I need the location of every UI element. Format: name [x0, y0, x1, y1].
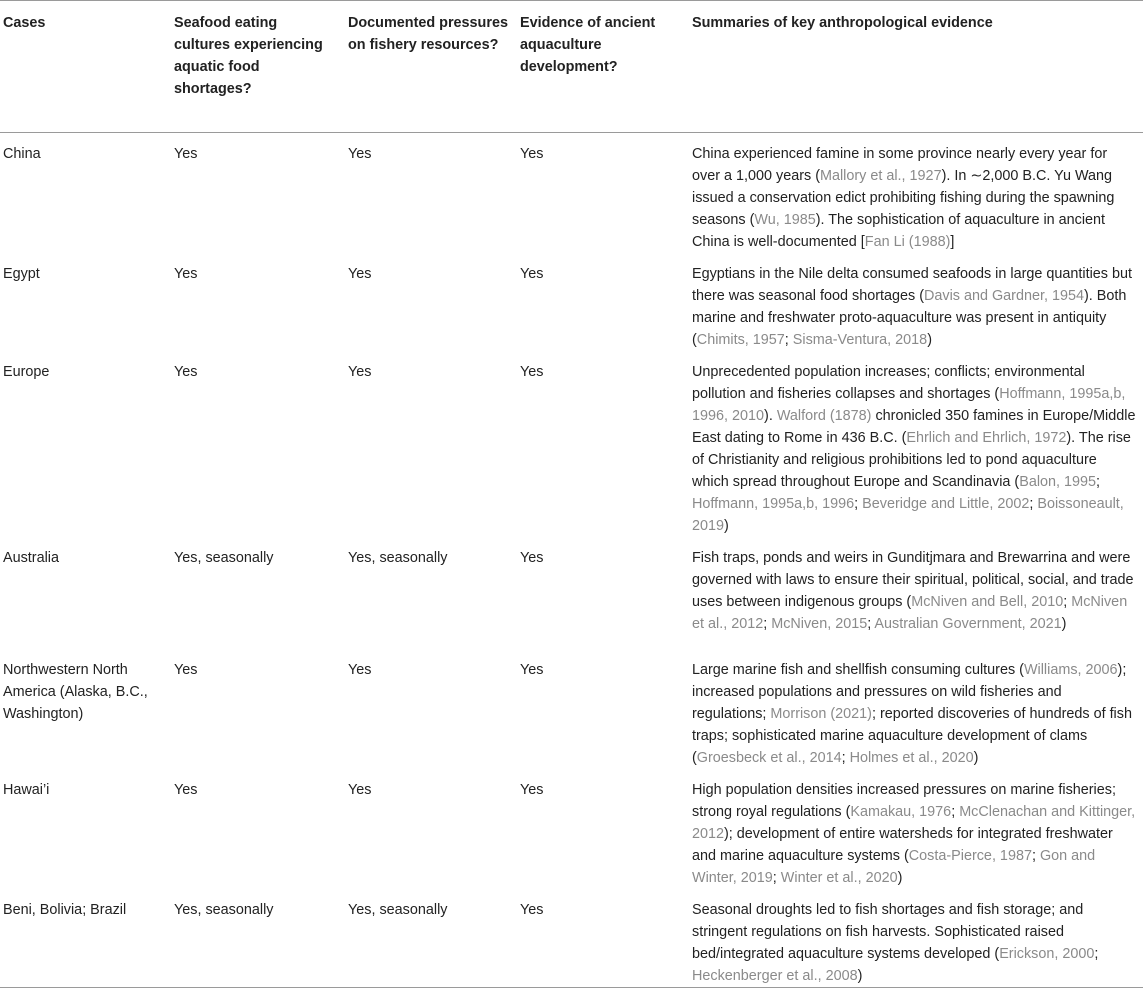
citation-link[interactable]: Holmes et al., 2020 [849, 750, 974, 766]
aquaculture-cell: Yes [520, 364, 544, 380]
citation-link[interactable]: Groesbeck et al., 2014 [696, 750, 842, 766]
summary-text: ; [1094, 946, 1099, 962]
pressures-cell: Yes, seasonally [348, 550, 448, 566]
summary-text: ; [951, 804, 960, 820]
summary-text: ) [973, 750, 979, 766]
summary-cell [686, 253, 1143, 351]
summary-text: ). The sophistication of aquaculture in ancient China is well-documented [ [692, 212, 1106, 250]
citation-link[interactable]: Heckenberger et al., 2008 [692, 968, 858, 984]
case-cell: Europe [3, 364, 50, 380]
aquaculture-cell: Yes [520, 782, 544, 798]
summary-text: ; [841, 750, 850, 766]
summary-cell [686, 889, 1143, 988]
aquaculture-cell: Yes [514, 889, 686, 988]
citation-link[interactable]: Ehrlich and Ehrlich, 1972 [906, 430, 1067, 446]
case-cell: Beni, Bolivia; Brazil [0, 889, 168, 988]
summary-cell [686, 649, 1143, 769]
citation-link[interactable]: Williams, 2006 [1023, 662, 1118, 678]
header-row [0, 1, 1143, 133]
summary-text: ; [1029, 496, 1038, 512]
citation-link[interactable]: Boissoneault, 2019 [692, 496, 1124, 534]
summary-text: ); development of entire watersheds for integrated freshwater and marine aquaculture systems ( [692, 826, 1113, 864]
summary-text: ) [1061, 616, 1067, 632]
summary-cell [686, 537, 1143, 649]
pressures-cell: Yes [348, 146, 372, 162]
citation-link[interactable]: Kamakau, 1976 [850, 804, 952, 820]
header-fishery-pressures: Documented pressures on fishery resources? [342, 1, 514, 133]
shortages-cell: Yes [174, 266, 198, 282]
summary-cell [686, 351, 1143, 537]
summary-text: ; [763, 616, 772, 632]
citation-link[interactable]: Balon, 1995 [1019, 474, 1097, 490]
summary-text: ] [950, 234, 955, 250]
citation-link[interactable]: Walford (1878) [776, 408, 872, 424]
header-food-shortages: Seafood eating cultures experiencing aquatic food shortages? [168, 1, 342, 133]
case-cell: Hawai’i [3, 782, 50, 798]
summary-cell [686, 769, 1143, 889]
summary-text: China experienced famine in some province nearly every year for over a 1,000 years ( [692, 146, 1108, 184]
shortages-cell: Yes [174, 364, 198, 380]
summary-text: ; [1063, 594, 1072, 610]
table-row [0, 649, 1143, 769]
summary-text: Seasonal droughts led to fish shortages and fish storage; and stringent regulations on fish harvests. Sophisticated raised bed/integrated aquaculture systems developed ( [692, 902, 1084, 962]
summary-text: ); increased populations and pressures on wild fisheries and regulations; [692, 662, 1127, 722]
summary-text: ; [1031, 848, 1040, 864]
pressures-cell: Yes [348, 782, 372, 798]
summary-text: ). The rise of Christianity and religious prohibitions led to pond aquaculture which spread throughout Europe and Scandinavia ( [692, 430, 1131, 490]
citation-link[interactable]: Beveridge and Little, 2002 [862, 496, 1030, 512]
table-row [0, 537, 1143, 649]
summary-text: ) [897, 870, 903, 886]
pressures-cell: Yes [348, 364, 372, 380]
aquaculture-cell: Yes [520, 662, 544, 678]
citation-link[interactable]: Australian Government, 2021 [874, 616, 1062, 632]
table-row [0, 351, 1143, 537]
citation-link[interactable]: Morrison (2021) [770, 706, 872, 722]
aquaculture-cell: Yes [520, 146, 544, 162]
header-summaries: Summaries of key anthropological evidence [686, 1, 1143, 133]
citation-link[interactable]: Chimits, 1957 [696, 332, 785, 348]
summary-text: ) [927, 332, 932, 348]
case-cell: Northwestern North America (Alaska, B.C., Washington) [3, 662, 148, 722]
citation-link[interactable]: Fan Li (1988) [864, 234, 951, 250]
summary-text: ) [857, 968, 863, 984]
summary-text: High population densities increased pressures on marine fisheries; strong royal regulations ( [692, 782, 1116, 820]
citation-link[interactable]: Mallory et al., 1927 [819, 168, 942, 184]
shortages-cell: Yes [174, 146, 198, 162]
pressures-cell: Yes, seasonally [342, 889, 514, 988]
pressures-cell: Yes [348, 266, 372, 282]
shortages-cell: Yes [174, 662, 198, 678]
aquaculture-cell: Yes [520, 266, 544, 282]
table-row [0, 769, 1143, 889]
summary-text: ; [867, 616, 875, 632]
shortages-cell: Yes [174, 782, 198, 798]
summary-text: ; [772, 870, 781, 886]
case-cell: China [3, 146, 41, 162]
summary-text: Unprecedented population increases; conflicts; environmental pollution and fisheries collapses and shortages ( [692, 364, 1085, 402]
citation-link[interactable]: Hoffmann, 1995a,b, 1996, 2010 [692, 386, 1126, 424]
summary-text: ). [764, 408, 777, 424]
summary-text: ; reported discoveries of hundreds of fish traps; sophisticated marine aquaculture development of clams ( [692, 706, 1132, 766]
citation-link[interactable]: McClenachan and Kittinger, 2012 [692, 804, 1136, 842]
summary-text: chronicled 350 famines in Europe/Middle East dating to Rome in 436 B.C. ( [692, 408, 1136, 446]
pressures-cell: Yes [348, 662, 372, 678]
citation-link[interactable]: McNiven, 2015 [771, 616, 868, 632]
summary-text: Fish traps, ponds and weirs in Gunditjmara and Brewarrina and were governed with laws to ensure their spiritual, political, social, and trade uses between indigenous groups ( [692, 550, 1134, 610]
case-cell: Egypt [3, 266, 40, 282]
case-cell: Australia [3, 550, 59, 566]
summary-text: ) [724, 518, 729, 534]
summary-text: ; [784, 332, 793, 348]
citation-link[interactable]: McNiven and Bell, 2010 [911, 594, 1064, 610]
summary-text: Large marine fish and shellfish consuming cultures ( [692, 662, 1024, 678]
table-row [0, 889, 1143, 988]
summary-text: ). Both marine and freshwater proto-aquaculture was present in antiquity ( [692, 288, 1127, 348]
citation-link[interactable]: McNiven et al., 2012 [692, 594, 1128, 632]
citation-link[interactable]: Gon and Winter, 2019 [692, 848, 1096, 886]
citation-link[interactable]: Sisma-Ventura, 2018 [792, 332, 928, 348]
citation-link[interactable]: Erickson, 2000 [999, 946, 1095, 962]
header-cases: Cases [0, 1, 168, 133]
citation-link[interactable]: Hoffmann, 1995a,b, 1996 [692, 496, 855, 512]
citation-link[interactable]: Davis and Gardner, 1954 [924, 288, 1084, 304]
summary-text: ; [854, 496, 863, 512]
citation-link[interactable]: Costa-Pierce, 1987 [908, 848, 1032, 864]
shortages-cell: Yes, seasonally [174, 550, 274, 566]
aquaculture-cell: Yes [520, 550, 544, 566]
header-ancient-aquaculture: Evidence of ancient aquaculture development? [514, 1, 686, 133]
citation-link[interactable]: Winter et al., 2020 [780, 870, 898, 886]
table-row [0, 253, 1143, 351]
summary-text: ; [1096, 474, 1101, 490]
summary-text: ). In ∼2,000 B.C. Yu Wang issued a conservation edict prohibiting fishing during the spawning seasons ( [692, 168, 1115, 228]
shortages-cell: Yes, seasonally [168, 889, 342, 988]
summary-cell [686, 133, 1143, 254]
summary-text: Egyptians in the Nile delta consumed seafoods in large quantities but there was seasonal food shortages ( [692, 266, 1132, 304]
citation-link[interactable]: Wu, 1985 [754, 212, 816, 228]
table-row [0, 133, 1143, 254]
